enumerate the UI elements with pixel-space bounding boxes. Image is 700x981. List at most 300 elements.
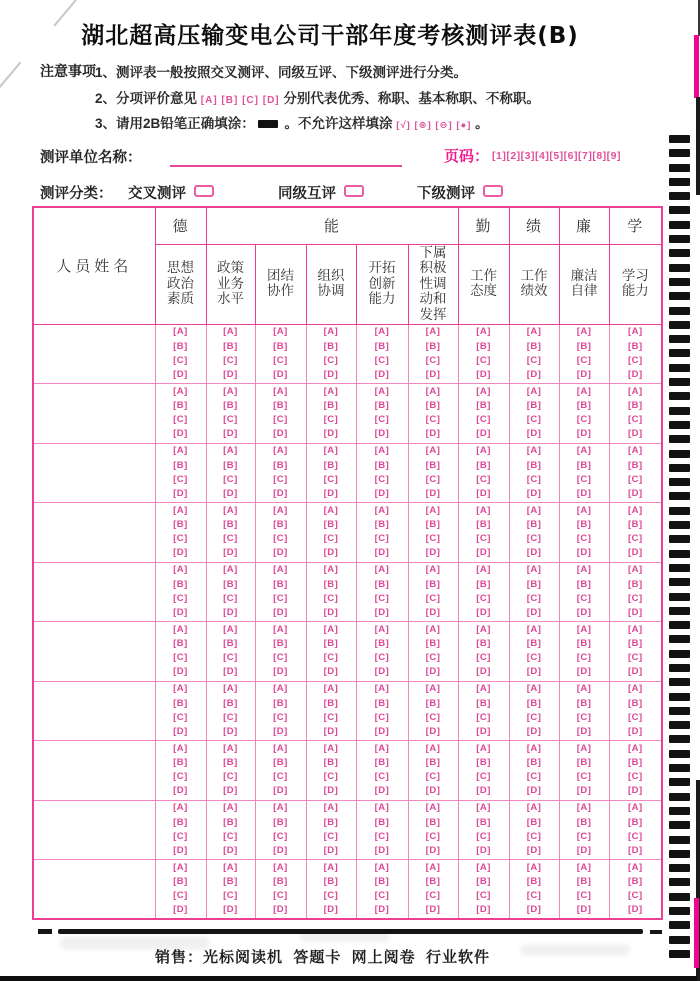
option-mark[interactable]: [C] [273,830,288,842]
option-mark[interactable]: [D] [173,666,188,678]
option-mark[interactable]: [D] [374,368,390,380]
option-mark[interactable]: [D] [323,725,339,737]
option-mark[interactable]: [D] [273,666,288,678]
option-mark[interactable]: [A] [425,385,441,397]
option-mark[interactable]: [B] [223,816,238,828]
option-mark[interactable]: [A] [223,326,238,338]
option-mark[interactable]: [C] [425,890,441,901]
option-mark[interactable]: [C] [173,592,188,604]
option-mark[interactable]: [B] [273,757,288,769]
option-mark[interactable]: [A] [526,445,542,457]
option-mark[interactable]: [D] [374,547,390,559]
option-mark[interactable]: [A] [576,385,592,397]
option-mark[interactable]: [A] [627,385,643,397]
option-mark[interactable]: [D] [223,785,238,797]
option-mark[interactable]: [B] [374,400,390,412]
option-mark[interactable]: [D] [425,785,441,797]
option-mark[interactable]: [B] [476,340,491,352]
option-mark[interactable]: [A] [323,326,339,338]
option-mark[interactable]: [B] [374,578,390,590]
option-mark[interactable]: [A] [425,683,441,695]
option-mark[interactable]: [A] [425,742,441,754]
option-mark[interactable]: [B] [374,340,390,352]
option-mark[interactable]: [A] [173,861,188,873]
option-mark[interactable]: [B] [425,400,441,412]
option-mark[interactable]: [B] [374,816,390,828]
option-mark[interactable]: [C] [627,711,643,723]
option-mark[interactable]: [C] [476,414,491,426]
option-mark[interactable]: [C] [627,890,643,901]
option-mark[interactable]: [B] [173,400,188,412]
option-mark[interactable]: [B] [223,400,238,412]
option-mark[interactable]: [D] [323,606,339,618]
option-mark[interactable]: [C] [374,414,390,426]
option-mark[interactable]: [C] [273,711,288,723]
option-mark[interactable]: [A] [627,445,643,457]
option-mark[interactable]: [B] [627,757,643,769]
option-mark[interactable]: [D] [576,606,592,618]
option-mark[interactable]: [D] [223,725,238,737]
option-mark[interactable]: [B] [323,697,339,709]
option-mark[interactable]: [D] [173,844,188,856]
option-mark[interactable]: [A] [526,802,542,814]
option-mark[interactable]: [B] [223,875,238,887]
peer-eval-checkbox[interactable] [344,185,364,197]
option-mark[interactable]: [D] [323,368,339,380]
option-mark[interactable]: [A] [173,802,188,814]
option-mark[interactable]: [D] [374,666,390,678]
option-mark[interactable]: [D] [425,606,441,618]
option-mark[interactable]: [B] [627,519,643,531]
option-mark[interactable]: [D] [223,904,238,916]
option-mark[interactable]: [A] [374,445,390,457]
option-mark[interactable]: [B] [627,459,643,471]
option-mark[interactable]: [D] [173,487,188,499]
option-mark[interactable]: [B] [425,519,441,531]
option-mark[interactable]: [C] [627,354,643,366]
option-mark[interactable]: [D] [323,785,339,797]
option-mark[interactable]: [D] [273,844,288,856]
option-mark[interactable]: [B] [476,757,491,769]
option-mark[interactable]: [D] [425,666,441,678]
option-mark[interactable]: [C] [374,533,390,545]
option-mark[interactable]: [B] [173,757,188,769]
option-mark[interactable]: [B] [223,578,238,590]
option-mark[interactable]: [C] [576,592,592,604]
option-mark[interactable]: [C] [273,533,288,545]
option-mark[interactable]: [C] [476,473,491,485]
option-mark[interactable]: [C] [223,830,238,842]
option-mark[interactable]: [A] [273,802,288,814]
option-mark[interactable]: [D] [576,368,592,380]
option-mark[interactable]: [B] [273,400,288,412]
option-mark[interactable]: [A] [173,742,188,754]
option-mark[interactable]: [B] [425,638,441,650]
option-mark[interactable]: [A] [476,385,491,397]
option-mark[interactable]: [A] [273,385,288,397]
option-mark[interactable]: [A] [173,326,188,338]
option-mark[interactable]: [C] [323,711,339,723]
option-mark[interactable]: [B] [223,757,238,769]
option-mark[interactable]: [B] [374,697,390,709]
option-mark[interactable]: [D] [576,844,592,856]
option-mark[interactable]: [D] [576,547,592,559]
option-mark[interactable]: [C] [223,652,238,664]
option-mark[interactable]: [B] [323,519,339,531]
option-mark[interactable]: [B] [374,757,390,769]
option-mark[interactable]: [C] [476,711,491,723]
option-mark[interactable]: [B] [173,875,188,887]
option-mark[interactable]: [C] [425,771,441,783]
option-mark[interactable]: [B] [425,875,441,887]
option-mark[interactable]: [D] [576,666,592,678]
option-mark[interactable]: [D] [526,487,542,499]
option-mark[interactable]: [D] [576,428,592,440]
option-mark[interactable]: [D] [173,904,188,916]
option-mark[interactable]: [A] [273,564,288,576]
option-mark[interactable]: [B] [576,578,592,590]
unit-name-input-line[interactable] [170,165,402,167]
option-mark[interactable]: [B] [526,816,542,828]
option-mark[interactable]: [A] [374,564,390,576]
option-mark[interactable]: [D] [627,904,643,916]
option-mark[interactable]: [A] [374,683,390,695]
option-mark[interactable]: [D] [223,606,238,618]
option-mark[interactable]: [A] [425,802,441,814]
option-mark[interactable]: [A] [223,445,238,457]
option-mark[interactable]: [A] [526,385,542,397]
option-mark[interactable]: [D] [273,547,288,559]
option-mark[interactable]: [B] [526,697,542,709]
option-mark[interactable]: [B] [173,578,188,590]
option-mark[interactable]: [C] [223,414,238,426]
option-mark[interactable]: [C] [323,890,339,901]
option-mark[interactable]: [A] [627,623,643,635]
option-mark[interactable]: [D] [374,428,390,440]
option-mark[interactable]: [A] [425,861,441,873]
option-mark[interactable]: [B] [273,875,288,887]
option-mark[interactable]: [C] [576,354,592,366]
option-mark[interactable]: [D] [273,606,288,618]
option-mark[interactable]: [D] [323,904,339,916]
option-mark[interactable]: [B] [425,459,441,471]
option-mark[interactable]: [A] [323,445,339,457]
option-mark[interactable]: [A] [526,742,542,754]
option-mark[interactable]: [C] [374,830,390,842]
option-mark[interactable]: [D] [273,428,288,440]
option-mark[interactable]: [C] [526,711,542,723]
option-mark[interactable]: [C] [476,652,491,664]
option-mark[interactable]: [C] [273,354,288,366]
option-mark[interactable]: [C] [223,473,238,485]
option-mark[interactable]: [D] [627,666,643,678]
option-mark[interactable]: [D] [425,368,441,380]
option-mark[interactable]: [D] [476,666,491,678]
option-mark[interactable]: [C] [323,652,339,664]
option-mark[interactable]: [C] [576,652,592,664]
option-mark[interactable]: [D] [627,785,643,797]
option-mark[interactable]: [D] [273,368,288,380]
option-mark[interactable]: [A] [374,385,390,397]
option-mark[interactable]: [B] [273,638,288,650]
option-mark[interactable]: [B] [526,757,542,769]
option-mark[interactable]: [D] [425,547,441,559]
option-mark[interactable]: [D] [476,487,491,499]
option-mark[interactable]: [A] [476,623,491,635]
option-mark[interactable]: [B] [323,816,339,828]
name-cell[interactable] [33,681,155,741]
option-mark[interactable]: [B] [223,638,238,650]
option-mark[interactable]: [C] [425,652,441,664]
option-mark[interactable]: [B] [273,340,288,352]
option-mark[interactable]: [A] [476,802,491,814]
option-mark[interactable]: [C] [425,473,441,485]
option-mark[interactable]: [A] [476,326,491,338]
option-mark[interactable]: [A] [223,385,238,397]
option-mark[interactable]: [B] [476,816,491,828]
option-mark[interactable]: [C] [627,652,643,664]
option-mark[interactable]: [D] [576,487,592,499]
option-mark[interactable]: [A] [223,802,238,814]
option-mark[interactable]: [D] [273,904,288,916]
option-mark[interactable]: [A] [627,504,643,516]
option-mark[interactable]: [A] [576,445,592,457]
option-mark[interactable]: [B] [425,340,441,352]
option-mark[interactable]: [D] [627,428,643,440]
option-mark[interactable]: [A] [526,326,542,338]
option-mark[interactable]: [B] [173,340,188,352]
option-mark[interactable]: [C] [173,771,188,783]
name-cell[interactable] [33,800,155,860]
option-mark[interactable]: [B] [323,638,339,650]
option-mark[interactable]: [A] [323,861,339,873]
option-mark[interactable]: [C] [627,473,643,485]
option-mark[interactable]: [D] [476,547,491,559]
option-mark[interactable]: [D] [173,785,188,797]
option-mark[interactable]: [A] [173,564,188,576]
option-mark[interactable]: [B] [425,816,441,828]
name-cell[interactable] [33,741,155,801]
option-mark[interactable]: [B] [323,400,339,412]
name-cell[interactable] [33,324,155,384]
option-mark[interactable]: [A] [576,504,592,516]
option-mark[interactable]: [A] [627,564,643,576]
option-mark[interactable]: [D] [374,606,390,618]
option-mark[interactable]: [B] [576,697,592,709]
option-mark[interactable]: [D] [374,844,390,856]
option-mark[interactable]: [C] [173,533,188,545]
option-mark[interactable]: [C] [627,533,643,545]
option-mark[interactable]: [B] [576,519,592,531]
option-mark[interactable]: [C] [323,592,339,604]
option-mark[interactable]: [C] [425,354,441,366]
option-mark[interactable]: [A] [576,564,592,576]
option-mark[interactable]: [B] [374,519,390,531]
option-mark[interactable]: [B] [526,519,542,531]
option-mark[interactable]: [C] [526,890,542,901]
option-mark[interactable]: [C] [374,354,390,366]
option-mark[interactable]: [A] [273,445,288,457]
option-mark[interactable]: [A] [576,623,592,635]
option-mark[interactable]: [A] [476,742,491,754]
option-mark[interactable]: [A] [374,326,390,338]
option-mark[interactable]: [D] [173,428,188,440]
option-mark[interactable]: [A] [223,564,238,576]
option-mark[interactable]: [D] [526,547,542,559]
option-mark[interactable]: [C] [173,473,188,485]
option-mark[interactable]: [A] [323,683,339,695]
option-mark[interactable]: [C] [526,652,542,664]
option-mark[interactable]: [B] [273,697,288,709]
option-mark[interactable]: [D] [425,725,441,737]
option-mark[interactable]: [D] [425,904,441,916]
option-mark[interactable]: [B] [223,459,238,471]
option-mark[interactable]: [B] [476,578,491,590]
option-mark[interactable]: [A] [627,683,643,695]
option-mark[interactable]: [C] [374,652,390,664]
option-mark[interactable]: [A] [576,326,592,338]
option-mark[interactable]: [A] [323,742,339,754]
option-mark[interactable]: [A] [425,504,441,516]
option-mark[interactable]: [D] [223,368,238,380]
option-mark[interactable]: [A] [173,683,188,695]
option-mark[interactable]: [B] [576,875,592,887]
option-mark[interactable]: [A] [223,683,238,695]
option-mark[interactable]: [A] [173,385,188,397]
option-mark[interactable]: [A] [476,445,491,457]
option-mark[interactable]: [C] [374,473,390,485]
option-mark[interactable]: [D] [374,725,390,737]
option-mark[interactable]: [C] [374,592,390,604]
option-mark[interactable]: [D] [425,844,441,856]
option-mark[interactable]: [A] [223,861,238,873]
option-mark[interactable]: [B] [273,578,288,590]
option-mark[interactable]: [B] [273,816,288,828]
option-mark[interactable]: [C] [627,771,643,783]
option-mark[interactable]: [C] [173,414,188,426]
option-mark[interactable]: [A] [273,504,288,516]
option-mark[interactable]: [C] [576,711,592,723]
option-mark[interactable]: [C] [576,473,592,485]
option-mark[interactable]: [C] [425,414,441,426]
option-mark[interactable]: [C] [476,533,491,545]
option-mark[interactable]: [C] [425,533,441,545]
option-mark[interactable]: [A] [273,683,288,695]
option-mark[interactable]: [A] [576,742,592,754]
option-mark[interactable]: [B] [627,340,643,352]
option-mark[interactable]: [A] [627,326,643,338]
option-mark[interactable]: [A] [526,861,542,873]
option-mark[interactable]: [C] [576,771,592,783]
option-mark[interactable]: [D] [526,904,542,916]
option-mark[interactable]: [D] [576,785,592,797]
option-mark[interactable]: [A] [323,564,339,576]
option-mark[interactable]: [C] [273,414,288,426]
option-mark[interactable]: [B] [173,519,188,531]
option-mark[interactable]: [B] [425,578,441,590]
option-mark[interactable]: [D] [223,487,238,499]
name-cell[interactable] [33,503,155,563]
option-mark[interactable]: [B] [476,400,491,412]
subordinate-eval-checkbox[interactable] [483,185,503,197]
option-mark[interactable]: [C] [273,473,288,485]
option-mark[interactable]: [D] [223,547,238,559]
option-mark[interactable]: [D] [273,487,288,499]
option-mark[interactable]: [B] [476,459,491,471]
option-mark[interactable]: [A] [526,564,542,576]
option-mark[interactable]: [A] [323,623,339,635]
option-mark[interactable]: [D] [223,666,238,678]
option-mark[interactable]: [C] [273,890,288,901]
option-mark[interactable]: [D] [323,666,339,678]
name-cell[interactable] [33,443,155,503]
option-mark[interactable]: [D] [476,606,491,618]
option-mark[interactable]: [A] [273,623,288,635]
option-mark[interactable]: [B] [627,400,643,412]
option-mark[interactable]: [C] [223,890,238,901]
option-mark[interactable]: [C] [425,592,441,604]
option-mark[interactable]: [D] [627,368,643,380]
option-mark[interactable]: [D] [526,428,542,440]
option-mark[interactable]: [A] [223,623,238,635]
option-mark[interactable]: [C] [526,473,542,485]
option-mark[interactable]: [C] [476,771,491,783]
option-mark[interactable]: [C] [323,830,339,842]
option-mark[interactable]: [C] [425,711,441,723]
option-mark[interactable]: [D] [476,904,491,916]
option-mark[interactable]: [A] [323,385,339,397]
option-mark[interactable]: [C] [476,354,491,366]
option-mark[interactable]: [D] [173,547,188,559]
option-mark[interactable]: [B] [323,340,339,352]
option-mark[interactable]: [A] [526,504,542,516]
option-mark[interactable]: [B] [526,400,542,412]
option-mark[interactable]: [B] [576,340,592,352]
option-mark[interactable]: [D] [476,368,491,380]
option-mark[interactable]: [D] [526,666,542,678]
option-mark[interactable]: [D] [476,725,491,737]
option-mark[interactable]: [B] [576,638,592,650]
option-mark[interactable]: [C] [323,414,339,426]
option-mark[interactable]: [B] [173,459,188,471]
option-mark[interactable]: [B] [526,340,542,352]
option-mark[interactable]: [B] [323,459,339,471]
option-mark[interactable]: [B] [173,697,188,709]
option-mark[interactable]: [C] [223,533,238,545]
option-mark[interactable]: [B] [173,638,188,650]
option-mark[interactable]: [A] [476,683,491,695]
option-mark[interactable]: [A] [425,445,441,457]
name-cell[interactable] [33,860,155,920]
option-mark[interactable]: [C] [223,592,238,604]
option-mark[interactable]: [C] [173,711,188,723]
option-mark[interactable]: [A] [476,564,491,576]
option-mark[interactable]: [D] [526,606,542,618]
option-mark[interactable]: [B] [526,459,542,471]
name-cell[interactable] [33,384,155,444]
option-mark[interactable]: [C] [173,354,188,366]
option-mark[interactable]: [A] [273,326,288,338]
option-mark[interactable]: [B] [476,638,491,650]
option-mark[interactable]: [B] [476,697,491,709]
option-mark[interactable]: [C] [576,414,592,426]
option-mark[interactable]: [B] [273,519,288,531]
option-mark[interactable]: [D] [173,606,188,618]
option-mark[interactable]: [B] [627,578,643,590]
option-mark[interactable]: [C] [223,711,238,723]
option-mark[interactable]: [A] [425,623,441,635]
option-mark[interactable]: [B] [576,757,592,769]
